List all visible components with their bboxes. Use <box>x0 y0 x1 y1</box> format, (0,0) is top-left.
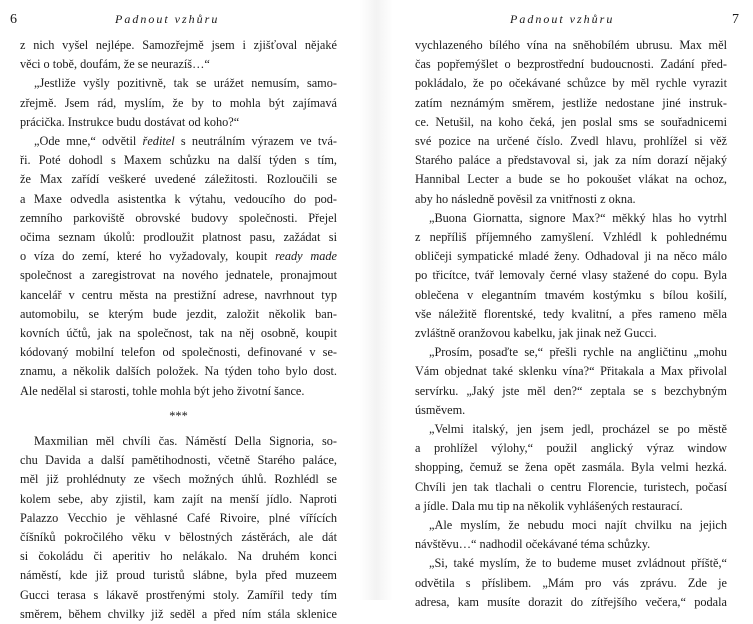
text-line: vychlazeného bílého vína na sněhobílém ubrusu. Max měl <box>415 38 727 52</box>
running-head: Padnout vzhůru <box>115 12 220 26</box>
right-page <box>393 0 753 609</box>
text-line: vše náležitě florentské, tedy kvalitní, a přes rameno měla <box>415 306 727 321</box>
text-line: kolem sebe, aby zjistil, kam zajít na menší jídlo. Naproti <box>20 491 337 506</box>
text-line: úsměvem. <box>415 402 466 417</box>
text-line: pokládalo, že po očekávané schůzce by měl rychle vyrazit <box>415 76 727 91</box>
text-line: aby ho následně pověsil za vnitřnosti z okna. <box>415 191 636 206</box>
section-break: *** <box>169 408 188 423</box>
italic-term: ředitel <box>142 134 175 149</box>
text-line: čas popřemýšlet o bezprostřední budoucnosti. Zadání před- <box>415 57 727 72</box>
text-line: znamu, a několik dalších položek. Na týden toho bylo dost. <box>20 364 337 379</box>
page-header <box>0 10 360 30</box>
text-line: po třicítce, tvář lemovaly černé vlasy stažené do copu. Byla <box>415 268 727 283</box>
italic-term: ready made <box>275 249 337 264</box>
text-line: „Prosím, posaďte se,“ přešli rychle na angličtinu „mohu <box>429 345 727 360</box>
text-line: náměstí, kde již proud turistů slábne, byla před muzeem <box>20 568 337 583</box>
text-line: a prohlížel výlohy,“ použil anglický výraz window <box>415 441 727 456</box>
text-line: Palazzo Vecchio je věhlasné Café Rivoire, plné vířících <box>20 510 337 525</box>
text-line: směrem, během chvilky již seděl a před ním stála sklenice <box>20 606 337 621</box>
text-line: své pozice na určené číslo. Zvedl hlavu, prohlížel si věž <box>415 134 727 149</box>
text-line: o víza do zemí, které ho vyžadovaly, koupit ready made <box>20 249 337 264</box>
page-body-text <box>20 36 337 624</box>
text-line: shopping, čemuž se žena opět zasmála. Byla velmi hezká. <box>415 460 727 475</box>
page-number: 7 <box>732 12 739 27</box>
text-line: číšníků pokročilého věku v bělostných zástěrách, ale dát <box>20 530 337 545</box>
text-line: a Maxe odvedla asistentka k výtahu, vedoucího do pod- <box>20 191 337 206</box>
book-gutter <box>360 0 393 600</box>
text-line: kovních účtů, jak na společnost, tak na něj osobně, koupit <box>20 326 337 341</box>
text-line: návštěvu…“ nadhodil očekávané téma schůzky. <box>415 537 651 552</box>
text-line: věci o tobě, doufám, že se neurazíš…“ <box>20 57 210 72</box>
text-line: obličeji sympatické mladé ženy. Odhadoval ji na něco málo <box>415 249 727 264</box>
text-line: „Ode mne,“ odvětil ředitel s neutrálním výrazem ve tvá- <box>34 134 337 149</box>
left-page <box>0 0 360 621</box>
text-line: „Buona Giornatta, signore Max?“ měkký hlas ho vytrhl <box>429 210 727 225</box>
text-line: že Max zařídí veškeré uvedené záležitosti. Rozloučili se <box>20 172 337 187</box>
text-line: z nepříliš příjemného zamyšlení. Vzhlédl k pohlednému <box>415 230 727 245</box>
page-number: 6 <box>10 12 17 27</box>
text-line: zemního parkoviště obrovské budovy společnosti. Přejel <box>20 210 337 225</box>
text-line: zatím neznámým směrem, jestliže nedostane jiné instruk- <box>415 95 727 110</box>
text-line: Ale nedělal si starosti, tohle mohla být jeho životní šance. <box>20 383 305 398</box>
page-body-text <box>415 36 727 612</box>
text-line: kódovaný mobilní telefon od společnosti, definované v se- <box>20 345 337 360</box>
running-head: Padnout vzhůru <box>510 12 615 26</box>
text-line: z nich vyšel nejlépe. Samozřejmě jsem i zjišťoval nějaké <box>20 38 337 52</box>
text-line: Starého paláce a představoval si, jak za ním dorazí nějaký <box>415 153 727 168</box>
text-line: adresa, kam musíte dorazit do zítřejšího večera,“ podala <box>415 594 727 609</box>
text-line: chu Davida a další pamětihodnosti, včetně Starého paláce, <box>20 453 337 468</box>
text-line: zřejmě. Jsem rád, myslím, že by to mohla být zajímavá <box>20 95 337 110</box>
text-line: „Velmi italský, jen jsem jedl, procházel se po městě <box>429 422 727 437</box>
text-line: kancelář v centru města na prestižní adrese, navrhnout typ <box>20 287 337 302</box>
text-line: a jídle. Dala mu tip na několik vyhlášených restaurací. <box>415 498 683 513</box>
text-line: ce. Netušil, na koho čeká, jen poslal sms se souřadnicemi <box>415 114 727 129</box>
text-line: Hannibal Lecter a bude se ho pokoušet vlákat na ochoz, <box>415 172 727 187</box>
text-line: servírku. „Jaký jste měl den?“ zeptala se s bezchybným <box>415 383 727 398</box>
text-line: společnost a zaregistrovat na nového jednatele, pronajmout <box>20 268 337 283</box>
text-line: automobilu, se kterým bude jezdit, založit několik ban- <box>20 306 337 321</box>
page-header <box>393 10 753 30</box>
text-line: Maxmilian měl chvíli čas. Náměstí Della Signoria, so- <box>34 434 337 449</box>
text-line: „Si, také myslím, že to budeme muset zvládnout příště,“ <box>429 556 727 571</box>
text-line: ři. Poté dohodl s Maxem schůzku na další týden s tím, <box>20 153 337 168</box>
text-line: očima seznam úkolů: prodloužit platnost pasu, zažádat si <box>20 230 337 245</box>
text-line: oblečena v elegantním tmavém kostýmku s bílou košilí, <box>415 287 727 302</box>
text-line: „Ale myslím, že nebudu moci najít chvilku na jejich <box>429 518 727 533</box>
text-line: Gucci terasa s lákavě prostřenými stoly. Zamířil tedy tím <box>20 587 337 602</box>
text-line: zvláštně oranžovou kabelku, jak jinak než Gucci. <box>415 326 657 341</box>
text-line: měl již prohlédnuty ze všech možných úhlů. Rozhlédl se <box>20 472 337 487</box>
text-line: Chvíli jen tak tlachali o centru Florencie, turistech, počasí <box>415 479 727 494</box>
text-line: prácička. Instrukce budu dostávat od koho?“ <box>20 114 240 129</box>
text-line: odvětila s příslibem. „Mám pro vás zprávu. Zde je <box>415 575 727 590</box>
text-line: Vám objednat také sklenku vína?“ Přitakala a Max přivolal <box>415 364 727 379</box>
text-line: „Jestliže vyšly pozitivně, tak se urážet nemusím, samo- <box>34 76 337 91</box>
text-line: si čokoládu či aperitiv ho nelákalo. Na druhém konci <box>20 549 337 564</box>
